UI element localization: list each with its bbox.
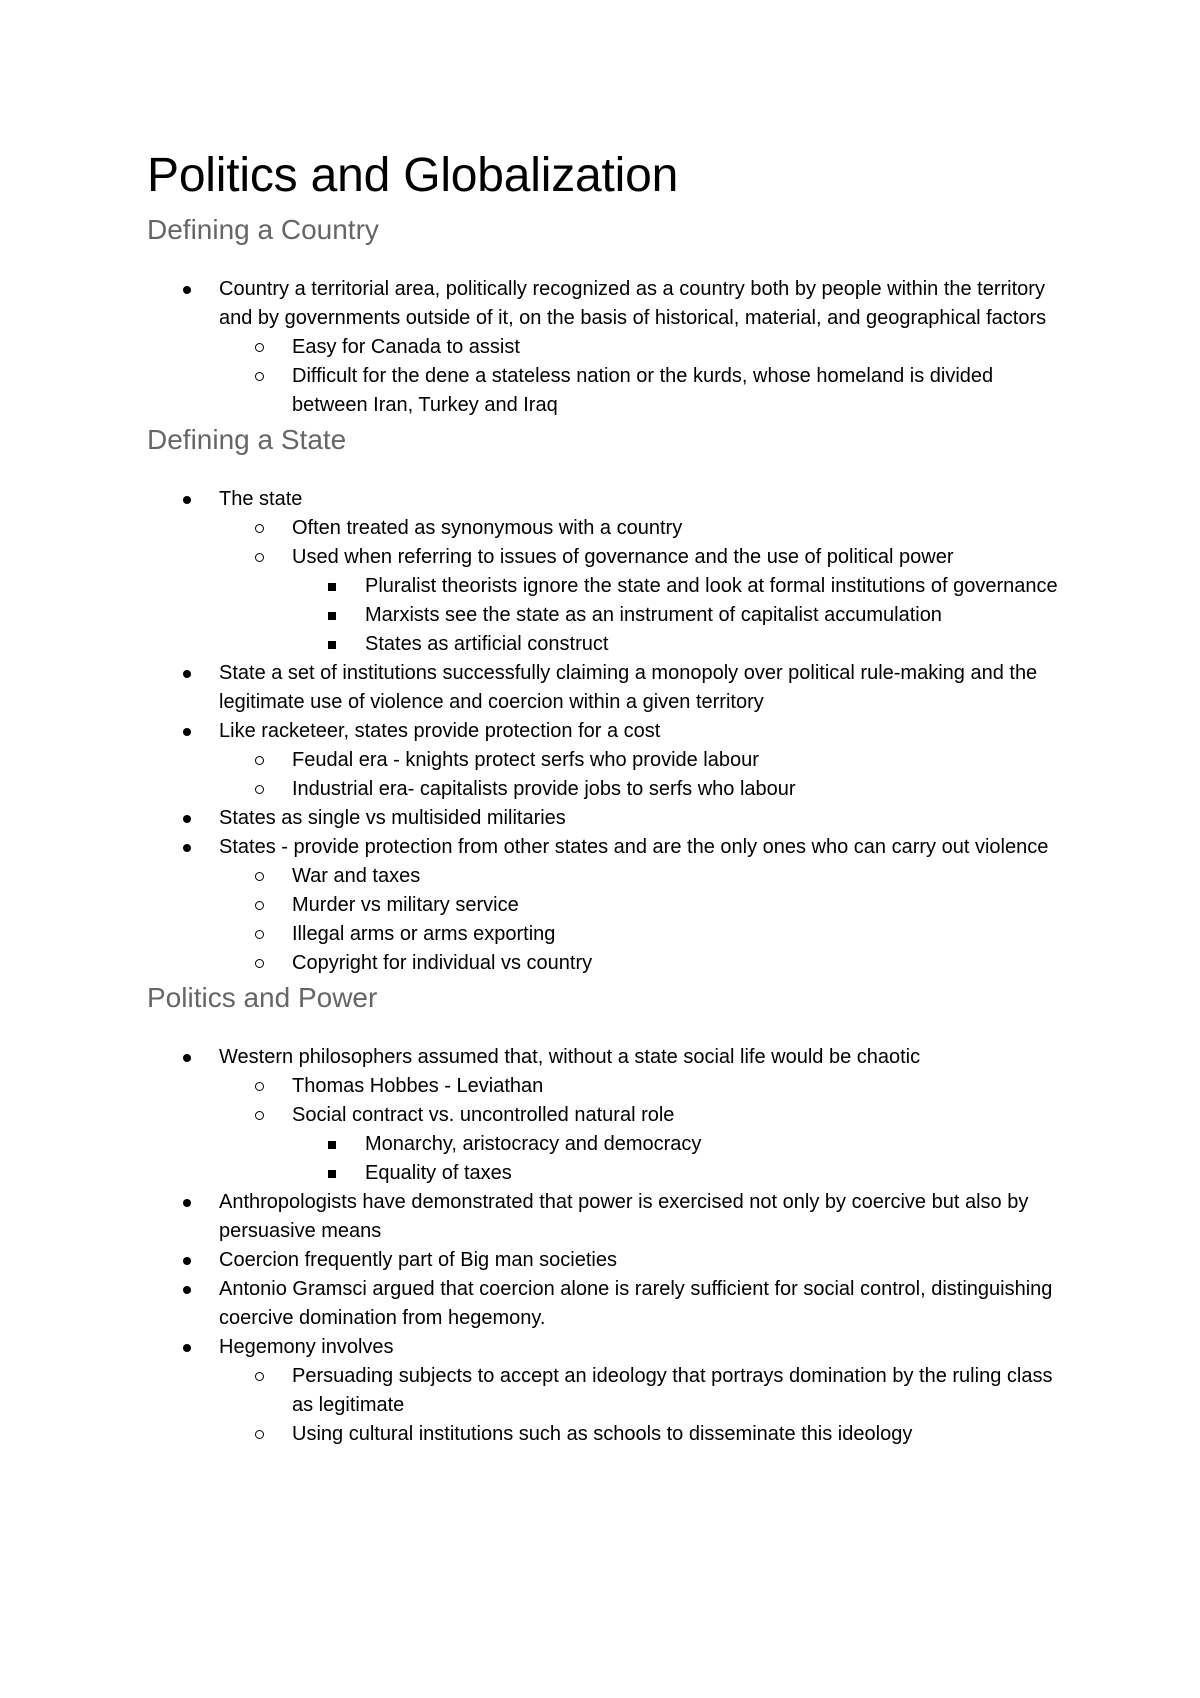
bullet-mark	[183, 496, 191, 504]
document-title: Politics and Globalization	[147, 149, 679, 202]
list-item	[147, 543, 1067, 572]
bullet-list	[147, 485, 1067, 978]
bullet-mark	[255, 524, 264, 533]
list-item	[147, 485, 1067, 514]
list-item-text: States - provide protection from other states and are the only ones who can carry out violence	[219, 836, 1049, 858]
list-item-text: Murder vs military service	[292, 894, 519, 916]
list-item	[147, 1333, 1067, 1362]
document-page	[147, 140, 1067, 1451]
list-item-text: Persuading subjects to accept an ideology that portrays domination by the ruling class as legitimate	[292, 1365, 1053, 1416]
list-item-text: Anthropologists have demonstrated that power is exercised not only by coercive but also by persuasive means	[219, 1191, 1029, 1242]
list-item	[147, 1101, 1067, 1130]
list-item	[147, 833, 1067, 862]
list-item-text: War and taxes	[292, 865, 421, 887]
list-item	[147, 572, 1067, 601]
list-item-text: Western philosophers assumed that, without a state social life would be chaotic	[219, 1046, 921, 1068]
bullet-mark	[183, 286, 191, 294]
list-item-text: Antonio Gramsci argued that coercion alone is rarely sufficient for social control, distinguishing coercive domination from hegemony.	[219, 1278, 1053, 1329]
list-item-text: Pluralist theorists ignore the state and look at formal institutions of governance	[365, 575, 1058, 597]
bullet-mark	[183, 815, 191, 823]
list-item-text: Used when referring to issues of governance and the use of political power	[292, 546, 954, 568]
bullet-list	[147, 1043, 1067, 1449]
list-item	[147, 891, 1067, 920]
bullet-mark	[183, 1344, 191, 1352]
list-item-text: Monarchy, aristocracy and democracy	[365, 1133, 702, 1155]
list-item-text: State a set of institutions successfully claiming a monopoly over political rule-making and the legitimate use of violence and coercion within a given territory	[219, 662, 1038, 713]
bullet-mark	[255, 959, 264, 968]
list-item-text: Social contract vs. uncontrolled natural role	[292, 1104, 675, 1126]
list-item-text: Often treated as synonymous with a country	[292, 517, 683, 539]
bullet-mark	[328, 612, 336, 620]
bullet-mark	[183, 844, 191, 852]
bullet-mark	[255, 343, 264, 352]
list-item	[147, 333, 1067, 362]
list-item-text: Like racketeer, states provide protection for a cost	[219, 720, 661, 742]
list-item-text: Industrial era- capitalists provide jobs to serfs who labour	[292, 778, 796, 800]
list-item	[147, 717, 1067, 746]
bullet-mark	[183, 728, 191, 736]
list-item-text: Equality of taxes	[365, 1162, 512, 1184]
list-item	[147, 601, 1067, 630]
list-item	[147, 362, 1067, 420]
bullet-mark	[255, 372, 264, 381]
list-item-text: Hegemony involves	[219, 1336, 394, 1358]
list-item	[147, 1130, 1067, 1159]
list-item-text: Country a territorial area, politically recognized as a country both by people within the territory and by governments outside of it, on the basis of historical, material, and geographical factors	[219, 278, 1047, 329]
list-item	[147, 659, 1067, 717]
bullet-mark	[255, 901, 264, 910]
list-item	[147, 804, 1067, 833]
bullet-mark	[255, 930, 264, 939]
section-heading: Defining a State	[147, 424, 347, 455]
sections-container	[147, 212, 1067, 1449]
list-item-text: Difficult for the dene a stateless nation or the kurds, whose homeland is divided between Iran, Turkey and Iraq	[292, 365, 994, 416]
list-item-text: States as single vs multisided militaries	[219, 807, 566, 829]
list-item	[147, 1246, 1067, 1275]
list-item-text: States as artificial construct	[365, 633, 609, 655]
list-item	[147, 1043, 1067, 1072]
bullet-mark	[328, 1170, 336, 1178]
bullet-mark	[183, 1199, 191, 1207]
bullet-mark	[255, 553, 264, 562]
bullet-mark	[255, 1082, 264, 1091]
list-item-text: Using cultural institutions such as schools to disseminate this ideology	[292, 1423, 913, 1445]
list-item-text: Feudal era - knights protect serfs who provide labour	[292, 749, 759, 771]
section-heading: Defining a Country	[147, 214, 379, 245]
list-item	[147, 746, 1067, 775]
bullet-list	[147, 275, 1067, 420]
bullet-mark	[328, 1141, 336, 1149]
bullet-mark	[328, 583, 336, 591]
list-item-text: The state	[219, 488, 303, 510]
section-heading: Politics and Power	[147, 982, 378, 1013]
list-item	[147, 630, 1067, 659]
list-item-text: Easy for Canada to assist	[292, 336, 520, 358]
list-item	[147, 514, 1067, 543]
list-item	[147, 862, 1067, 891]
bullet-mark	[255, 872, 264, 881]
list-item	[147, 920, 1067, 949]
bullet-mark	[183, 1054, 191, 1062]
list-item	[147, 1072, 1067, 1101]
list-item	[147, 1275, 1067, 1333]
list-item	[147, 1188, 1067, 1246]
bullet-mark	[255, 1111, 264, 1120]
bullet-mark	[183, 1286, 191, 1294]
bullet-mark	[328, 641, 336, 649]
list-item-text: Illegal arms or arms exporting	[292, 923, 556, 945]
list-item-text: Copyright for individual vs country	[292, 952, 593, 974]
list-item	[147, 949, 1067, 978]
list-item	[147, 1362, 1067, 1420]
list-item	[147, 275, 1067, 333]
list-item-text: Marxists see the state as an instrument of capitalist accumulation	[365, 604, 942, 626]
list-item-text: Thomas Hobbes - Leviathan	[292, 1075, 544, 1097]
bullet-mark	[183, 670, 191, 678]
list-item	[147, 1420, 1067, 1449]
list-item-text: Coercion frequently part of Big man societies	[219, 1249, 617, 1271]
bullet-mark	[255, 756, 264, 765]
list-item	[147, 1159, 1067, 1188]
bullet-mark	[255, 1430, 264, 1439]
bullet-mark	[255, 785, 264, 794]
bullet-mark	[183, 1257, 191, 1265]
list-item	[147, 775, 1067, 804]
bullet-mark	[255, 1372, 264, 1381]
